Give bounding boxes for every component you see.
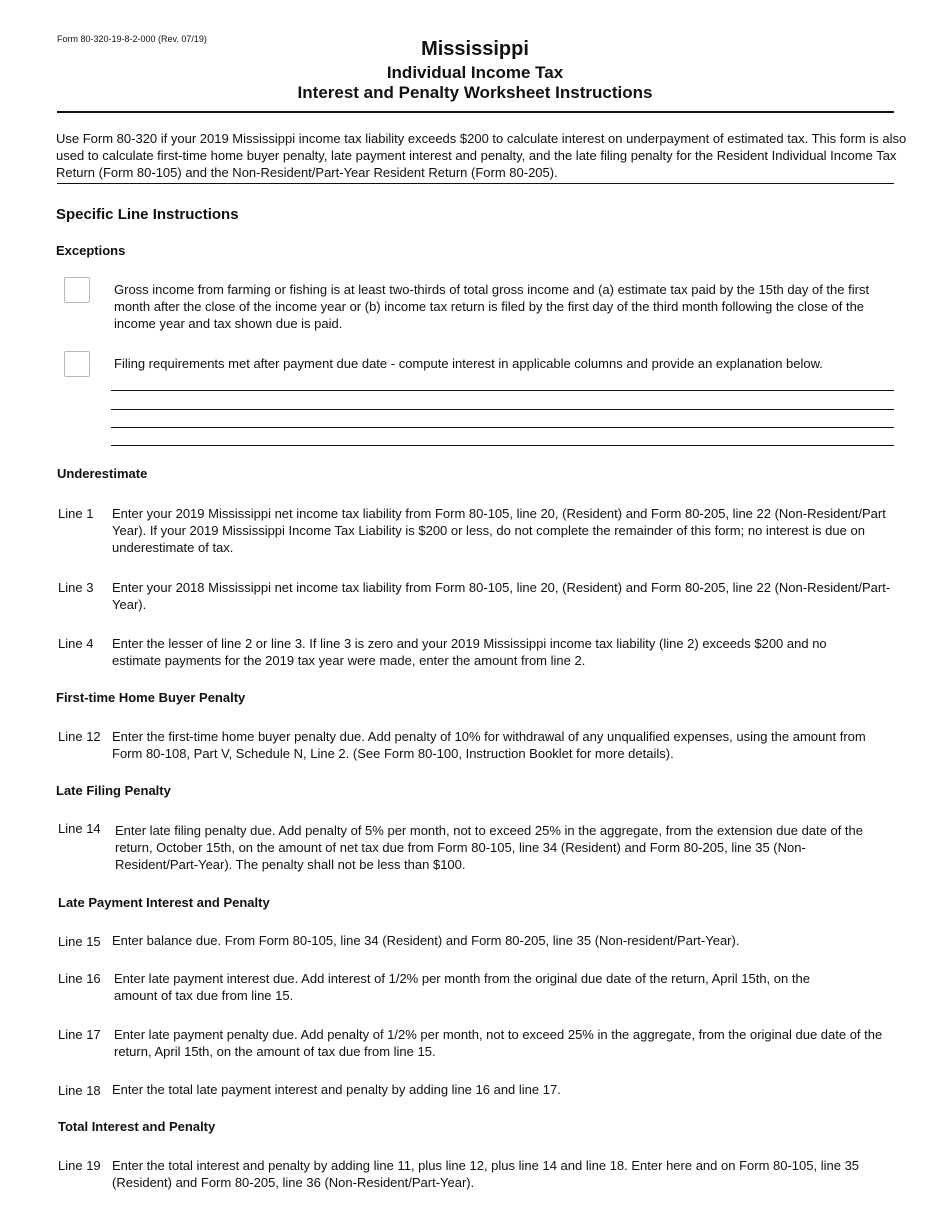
line-number: Line 3: [58, 580, 94, 595]
title-tax: Individual Income Tax: [386, 63, 564, 82]
title-state: Mississippi: [421, 38, 529, 60]
total-heading: Total Interest and Penalty: [58, 1119, 216, 1134]
line-19-text: Enter the total interest and penalty by adding line 11, plus line 12, plus line 14 and line 18. Enter here and on Form 80-105, line 35 (Resident) and Form 80-205, line 36 (Non-Resident/Part-Year).: [112, 1158, 860, 1190]
line-number: Line 14: [58, 821, 101, 836]
line-number: Line 16: [58, 971, 101, 986]
explanation-line-4[interactable]: [111, 445, 894, 446]
line-number: Line 1: [58, 506, 94, 521]
line-number: Line 19: [58, 1158, 101, 1173]
home-buyer-heading: First-time Home Buyer Penalty: [56, 690, 246, 705]
line-3-text: Enter your 2018 Mississippi net income tax liability from Form 80-105, line 20, (Resident) and Form 80-205, line 22 (Non-Resident/Part-Year).: [112, 580, 891, 612]
exceptions-heading: Exceptions: [56, 243, 126, 258]
line-1-text: Enter your 2019 Mississippi net income tax liability from Form 80-105, line 20, (Resident) and Form 80-205, line 22 (Non-Resident/Part Year). If your 2019 Mississippi Income Tax Liability is $200 or less, do not complete the remainder of this form; no interest is due on underestimate of tax.: [112, 506, 886, 555]
explanation-line-3[interactable]: [111, 427, 894, 428]
line-16-text: Enter late payment interest due. Add interest of 1/2% per month from the original due date of the return, April 15th, on the amount of tax due from line 15.: [114, 971, 810, 1003]
line-number: Line 4: [58, 636, 94, 651]
line-17-text: Enter late payment penalty due. Add penalty of 1/2% per month, not to exceed 25% in the aggregate, from the original due date of the return, April 15th, on the amount of tax due from line 15.: [114, 1027, 883, 1059]
late-filing-heading: Late Filing Penalty: [56, 783, 171, 798]
explanation-line-1[interactable]: [111, 390, 894, 391]
late-payment-heading: Late Payment Interest and Penalty: [58, 895, 270, 910]
line-15-text: Enter balance due. From Form 80-105, line 34 (Resident) and Form 80-205, line 35 (Non-resident/Part-Year).: [112, 933, 740, 948]
intro-divider: [57, 183, 894, 184]
header-divider: [57, 111, 894, 113]
intro-paragraph: Use Form 80-320 if your 2019 Mississippi income tax liability exceeds $200 to calculate interest on underpayment of estimated tax. This form is also used to calculate first-time home buyer penalty, late payment interest and penalty, and the late filing penalty for the Resident Individual Income Tax Return (Form 80-105) and the Non-Resident/Part-Year Resident Return (Form 80-205).: [56, 131, 907, 180]
underestimate-heading: Underestimate: [57, 466, 148, 481]
line-number: Line 15: [58, 934, 101, 949]
line-12-text: Enter the first-time home buyer penalty due. Add penalty of 10% for withdrawal of any unqualified expenses, using the amount from Form 80-108, Part V, Schedule N, Line 2. (See Form 80-100, Instruction Booklet for more details).: [112, 729, 866, 761]
line-4-text: Enter the lesser of line 2 or line 3. If line 3 is zero and your 2019 Mississippi income tax liability (line 2) exceeds $200 and no estimate payments for the 2019 tax year were made, enter the amount from line 2.: [112, 636, 827, 668]
line-number: Line 17: [58, 1027, 101, 1042]
form-number: Form 80-320-19-8-2-000 (Rev. 07/19): [57, 34, 207, 44]
exception-farming-checkbox[interactable]: [64, 277, 90, 303]
exception-filing-text: Filing requirements met after payment due date - compute interest in applicable columns and provide an explanation below.: [114, 356, 823, 371]
line-14-text: Enter late filing penalty due. Add penalty of 5% per month, not to exceed 25% in the aggregate, from the extension due date of the return, October 15th, on the amount of net tax due from Form 80-105, line 34 (Resident) and Form 80-205, line 35 (Non-Resident/Part-Year). The penalty shall not be less than $100.: [115, 823, 864, 872]
exception-farming-text: Gross income from farming or fishing is at least two-thirds of total gross income and (a) estimate tax paid by the 15th day of the first month after the close of the income year or (b) income tax return is filed by the first day of the third month following the close of the income year and tax shown due is paid.: [114, 282, 870, 331]
specific-instructions-heading: Specific Line Instructions: [56, 206, 239, 223]
line-number: Line 18: [58, 1083, 101, 1098]
exception-filing-checkbox[interactable]: [64, 351, 90, 377]
line-18-text: Enter the total late payment interest and penalty by adding line 16 and line 17.: [112, 1082, 561, 1097]
line-number: Line 12: [58, 729, 101, 744]
explanation-line-2[interactable]: [111, 409, 894, 410]
page-title: Interest and Penalty Worksheet Instructions: [297, 83, 653, 102]
